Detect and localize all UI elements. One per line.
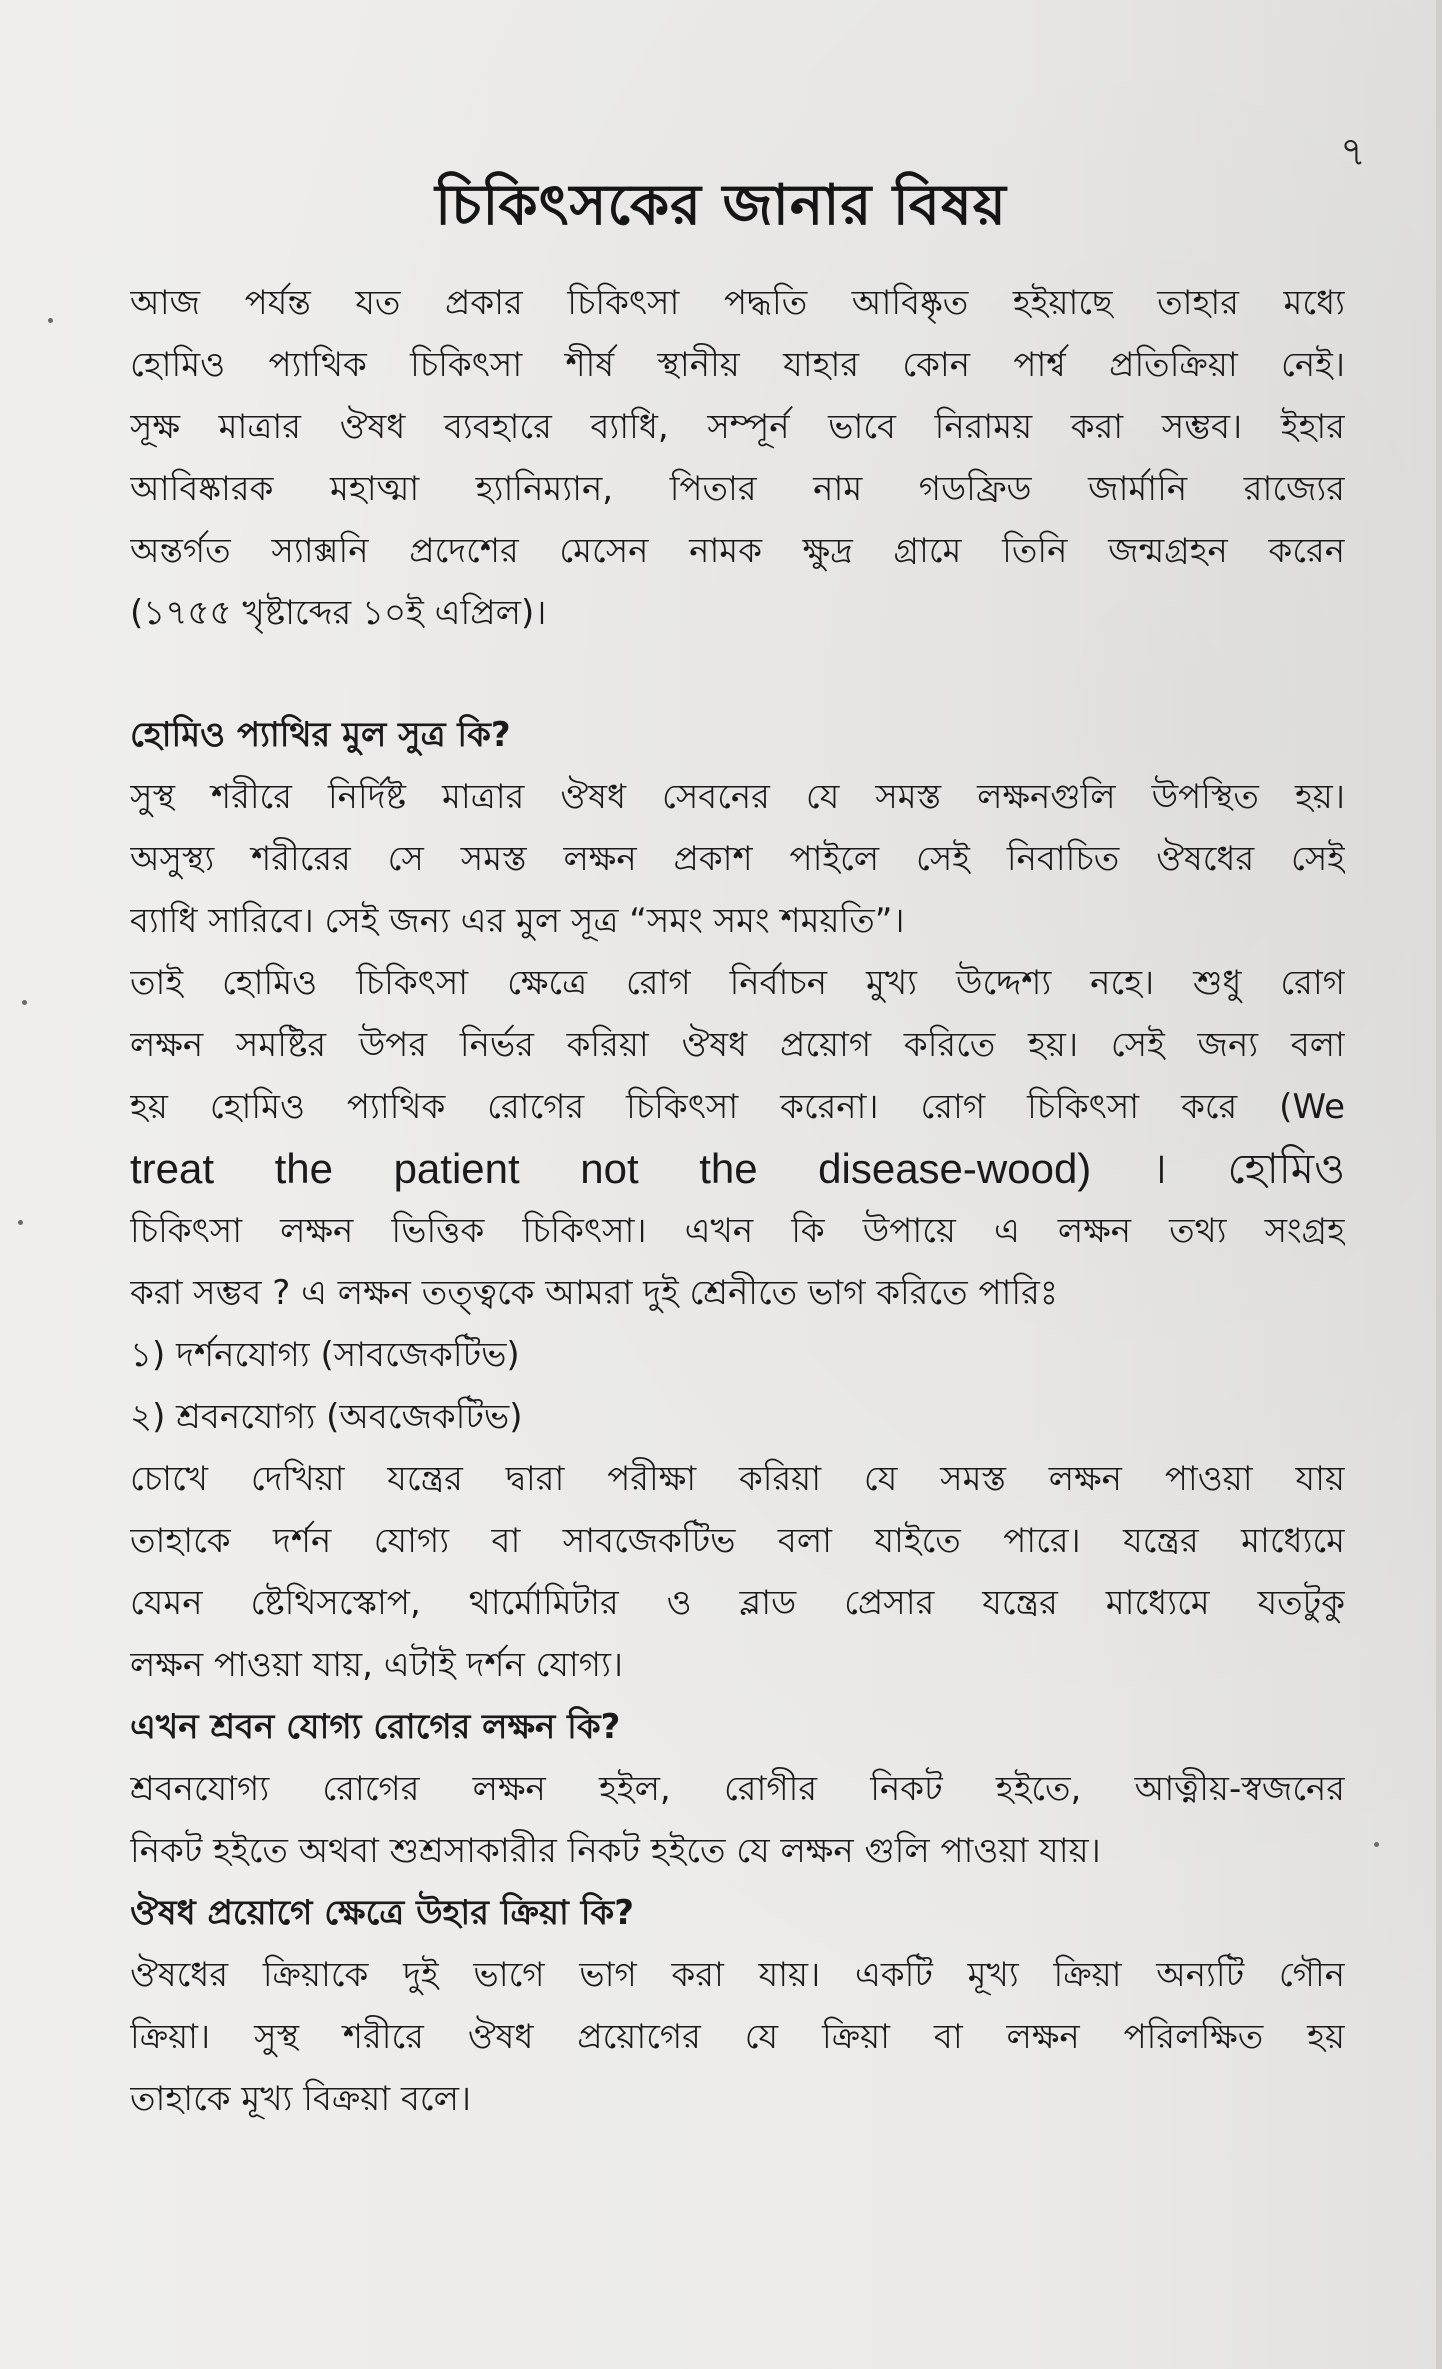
paper-speck [48,318,53,323]
text-line: শ্রবনযোগ্য রোগের লক্ষন হইল, রোগীর নিকট হইতে, আত্নীয়-স্বজনের [130,1769,1345,1809]
text-line: অসুস্থ্য শরীরের সে সমস্ত লক্ষন প্রকাশ পাইলে সেই নিবাচিত ঔষধের সেই [130,839,1345,879]
paper-speck [1374,1842,1379,1847]
text-line: তাহাকে মূখ্য বিক্রয়া বলে। [130,2079,472,2119]
section-heading: হোমিও প্যাথির মুল সুত্র কি? [130,715,511,755]
section-heading: এখন শ্রবন যোগ্য রোগের লক্ষন কি? [130,1707,621,1747]
text-line: আবিষ্কারক মহাত্মা হ্যানিম্যান, পিতার নাম গডফ্রিড জার্মানি রাজ্যের [130,469,1345,509]
chapter-title: চিকিৎসকের জানার বিষয় [435,173,1007,238]
text-line: করা সম্ভব ? এ লক্ষন তত্ত্বকে আমরা দুই শ্রেনীতে ভাগ করিতে পারিঃ [130,1273,1058,1313]
section-heading: ঔষধ প্রয়োগে ক্ষেত্রে উহার ক্রিয়া কি? [130,1893,634,1933]
paper-speck [22,1000,27,1005]
text-line: ১) দর্শনযোগ্য (সাবজেকটিভ) [130,1335,520,1375]
text-line: treat the patient not the disease-wood) । হোমিও [130,1145,1345,1192]
text-line: যেমন ষ্টেথিসস্কোপ, থার্মোমিটার ও ব্লাড প্রেসার যন্ত্রের মাধ্যেমে যতটুকু [130,1583,1345,1623]
text-line: আজ পর্যন্ত যত প্রকার চিকিৎসা পদ্ধতি আবিষ্কৃত হইয়াছে তাহার মধ্যে [130,283,1345,323]
text-line: ক্রিয়া। সুস্থ শরীরে ঔষধ প্রয়োগের যে ক্রিয়া বা লক্ষন পরিলক্ষিত হয় [130,2017,1345,2057]
text-line: ঔষধের ক্রিয়াকে দুই ভাগে ভাগ করা যায়। একটি মূখ্য ক্রিয়া অন্যটি গৌন [130,1955,1345,1995]
text-line: হোমিও প্যাথিক চিকিৎসা শীর্ষ স্থানীয় যাহার কোন পার্শ্ব প্রতিক্রিয়া নেই। [130,345,1345,385]
text-line: (১৭৫৫ খৃষ্টাব্দের ১০ই এপ্রিল)। [130,593,547,633]
text-line: লক্ষন পাওয়া যায়, এটাই দর্শন যোগ্য। [130,1645,624,1685]
text-line: ব্যাধি সারিবে। সেই জন্য এর মুল সূত্র “সমং সমং শময়তি”। [130,901,905,941]
text-line: তাই হোমিও চিকিৎসা ক্ষেত্রে রোগ নির্বাচন মুখ্য উদ্দেশ্য নহে। শুধু রোগ [130,963,1345,1003]
body-text [130,272,1345,2130]
page-edge [1436,0,1442,2369]
paragraph-gap [130,644,1345,704]
page-number: ৭ [1340,129,1367,175]
text-line: চোখে দেখিয়া যন্ত্রের দ্বারা পরীক্ষা করিয়া যে সমস্ত লক্ষন পাওয়া যায় [130,1459,1345,1499]
paper-speck [18,1220,23,1225]
text-line: সুস্থ শরীরে নির্দিষ্ট মাত্রার ঔষধ সেবনের যে সমস্ত লক্ষনগুলি উপস্থিত হয়। [130,777,1345,817]
text-line: অন্তর্গত স্যাক্সনি প্রদেশের মেসেন নামক ক্ষুদ্র গ্রামে তিনি জন্মগ্রহন করেন [130,531,1345,571]
text-line: হয় হোমিও প্যাথিক রোগের চিকিৎসা করেনা। রোগ চিকিৎসা করে (We [130,1087,1345,1127]
text-line: লক্ষন সমষ্টির উপর নির্ভর করিয়া ঔষধ প্রয়োগ করিতে হয়। সেই জন্য বলা [130,1025,1345,1065]
text-line: তাহাকে দর্শন যোগ্য বা সাবজেকটিভ বলা যাইতে পারে। যন্ত্রের মাধ্যেমে [130,1521,1345,1561]
text-line: ২) শ্রবনযোগ্য (অবজেকটিভ) [130,1397,523,1437]
text-line: নিকট হইতে অথবা শুশ্রসাকারীর নিকট হইতে যে লক্ষন গুলি পাওয়া যায়। [130,1831,1101,1871]
text-line: সূক্ষ মাত্রার ঔষধ ব্যবহারে ব্যাধি, সম্পূর্ন ভাবে নিরাময় করা সম্ভব। ইহার [130,407,1345,447]
text-line: চিকিৎসা লক্ষন ভিত্তিক চিকিৎসা। এখন কি উপায়ে এ লক্ষন তথ্য সংগ্রহ [130,1211,1345,1251]
